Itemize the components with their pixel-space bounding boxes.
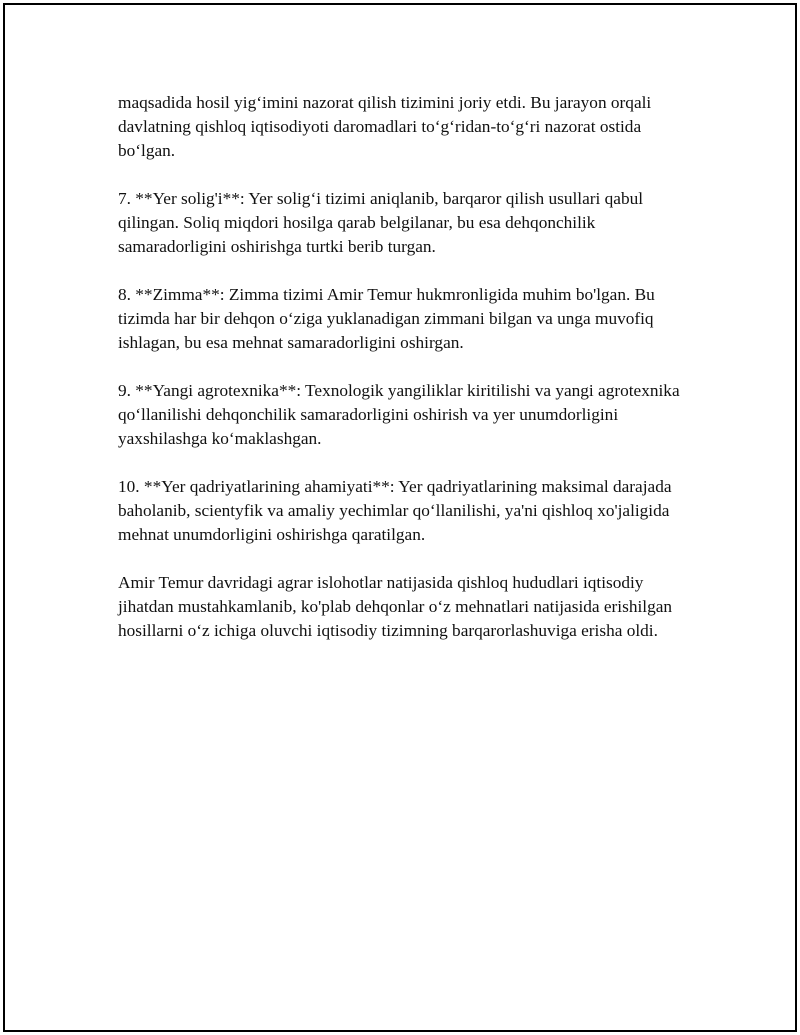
paragraph-item-10-yer-qadriyatlari: 10. **Yer qadriyatlarining ahamiyati**: Yer qadriyatlarining maksimal darajada baholanib, scientyfik va amaliy yechimlar qo‘llanilishi, ya'ni qishloq xo'jaligida mehnat unumdorligini oshirishga qaratilgan.	[118, 477, 672, 544]
paragraph-item-8-zimma: 8. **Zimma**: Zimma tizimi Amir Temur hukmronligida muhim bo'lgan. Bu tizimda har bir dehqon o‘ziga yuklanadigan zimmani bilgan va unga muvofiq ishlagan, bu esa mehnat samaradorligini oshirgan.	[118, 285, 655, 352]
paragraph-item-9-yangi-agrotexnika: 9. **Yangi agrotexnika**: Texnologik yangiliklar kiritilishi va yangi agrotexnika qo‘llanilishi dehqonchilik samaradorligini oshirish va yer unumdorligini yaxshilashga ko‘maklashgan.	[118, 381, 680, 448]
paragraph-continuation: maqsadida hosil yig‘imini nazorat qilish tizimini joriy etdi. Bu jarayon orqali davlatning qishloq iqtisodiyoti daromadlari to‘g‘ridan-to‘g‘ri nazorat ostida bo‘lgan.	[118, 93, 652, 160]
document-body	[118, 91, 693, 667]
paragraph-conclusion: Amir Temur davridagi agrar islohotlar natijasida qishloq hududlari iqtisodiy jihatdan mustahkamlanib, ko'plab dehqonlar o‘z mehnatlari natijasida erishilgan hosillarni o‘z ichiga oluvchi iqtisodiy tizimning barqarorlashuviga erisha oldi.	[118, 573, 673, 640]
paragraph-item-7-yer-soligi: 7. **Yer solig'i**: Yer solig‘i tizimi aniqlanib, barqaror qilish usullari qabul qilingan. Soliq miqdori hosilga qarab belgilanar, bu esa dehqonchilik samaradorligini oshirishga turtki berib turgan.	[118, 189, 644, 256]
